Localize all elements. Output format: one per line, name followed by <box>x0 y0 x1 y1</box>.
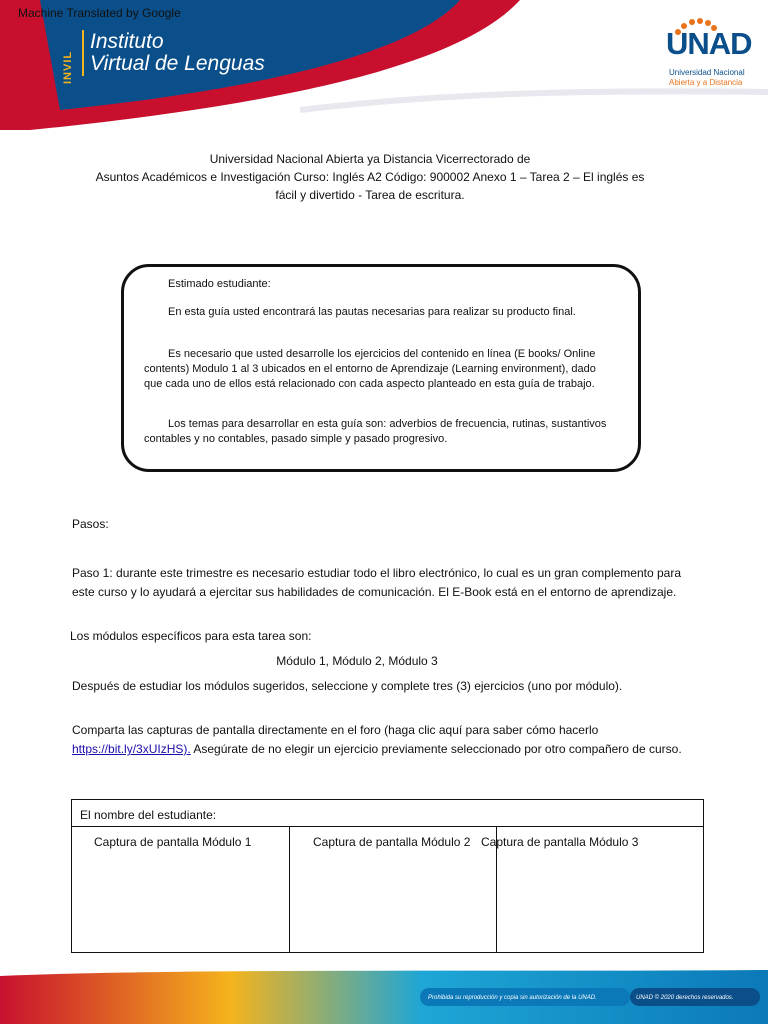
screenshot-module-3-cell[interactable]: Captura de pantalla Módulo 3 <box>481 835 639 849</box>
modules-list: Módulo 1, Módulo 2, Módulo 3 <box>276 654 438 668</box>
footer-copyright-note: Prohibida su reproducción y copia sin autorización de la UNAD. <box>428 995 597 1001</box>
student-name-label: El nombre del estudiante: <box>80 808 217 822</box>
institute-acronym: INVIL <box>62 50 74 84</box>
document-title-line3: fácil y divertido - Tarea de escritura. <box>275 188 465 202</box>
after-study-instructions: Después de estudiar los módulos sugeridos, seleccione y complete tres (3) ejercicios (uno por módulo). <box>72 679 623 693</box>
student-name-row[interactable] <box>72 800 703 827</box>
footer-rights-note: UNAD © 2020 derechos reservados. <box>636 995 734 1001</box>
screenshot-module-2-cell[interactable]: Captura de pantalla Módulo 2 <box>313 835 471 849</box>
notice-paragraph-3: Los temas para desarrollar en esta guía son: adverbios de frecuencia, rutinas, sustantivos contables y no contables, pasado simple y pasado progresivo. <box>144 418 607 445</box>
student-notice-box <box>121 264 641 472</box>
document-title-line2: Asuntos Académicos e Investigación Curso: Inglés A2 Código: 900002 Anexo 1 – Tarea 2 – El inglés es <box>95 170 645 184</box>
document-title-line1: Universidad Nacional Abierta ya Distancia Vicerrectorado de <box>209 152 531 166</box>
logo-subtitle-2: Abierta y a Distancia <box>669 78 743 87</box>
step-1-text: Paso 1: durante este trimestre es necesario estudiar todo el libro electrónico, lo cual es un gran complemento para este curso y lo ayudará a ejercitar sus habilidades de comunicación. El E-Book está en el entorno de aprendizaje. <box>72 566 681 599</box>
notice-greeting: Estimado estudiante: <box>168 278 271 290</box>
notice-paragraph-1: En esta guía usted encontrará las pautas necesarias para realizar su producto final. <box>168 306 576 318</box>
banner-gray-swoosh <box>300 91 768 110</box>
institute-name-line2: Virtual de Lenguas <box>90 52 265 75</box>
unad-logo <box>666 18 752 90</box>
logo-wordmark: UNAD <box>666 26 752 61</box>
brand-divider <box>82 30 84 76</box>
share-text-post: Asegúrate de no elegir un ejercicio previamente seleccionado por otro compañero de curso. <box>190 742 682 756</box>
share-instructions <box>72 721 702 759</box>
machine-translated-label: Machine Translated by Google <box>18 6 181 20</box>
share-text-pre: Comparta las capturas de pantalla directamente en el foro (haga clic aquí para saber cómo hacerlo <box>72 723 599 737</box>
steps-heading: Pasos: <box>72 517 109 531</box>
share-link[interactable]: https://bit.ly/3xUIzHS). <box>72 742 191 756</box>
institute-name-line1: Instituto <box>90 30 164 53</box>
modules-title: Los módulos específicos para esta tarea son: <box>70 629 312 643</box>
logo-subtitle-1: Universidad Nacional <box>669 68 745 77</box>
notice-paragraph-2: Es necesario que usted desarrolle los ejercicios del contenido en línea (E books/ Online contents) Modulo 1 al 3 ubicados en el entorno de Aprendizaje (Learning environment), dado que cada uno de ellos está relacionado con cada aspecto planteado en esta guía de trabajo. <box>144 348 596 390</box>
student-table <box>71 799 704 953</box>
page-header <box>0 0 768 130</box>
column-divider <box>289 826 290 952</box>
screenshot-module-1-cell[interactable]: Captura de pantalla Módulo 1 <box>94 835 252 849</box>
